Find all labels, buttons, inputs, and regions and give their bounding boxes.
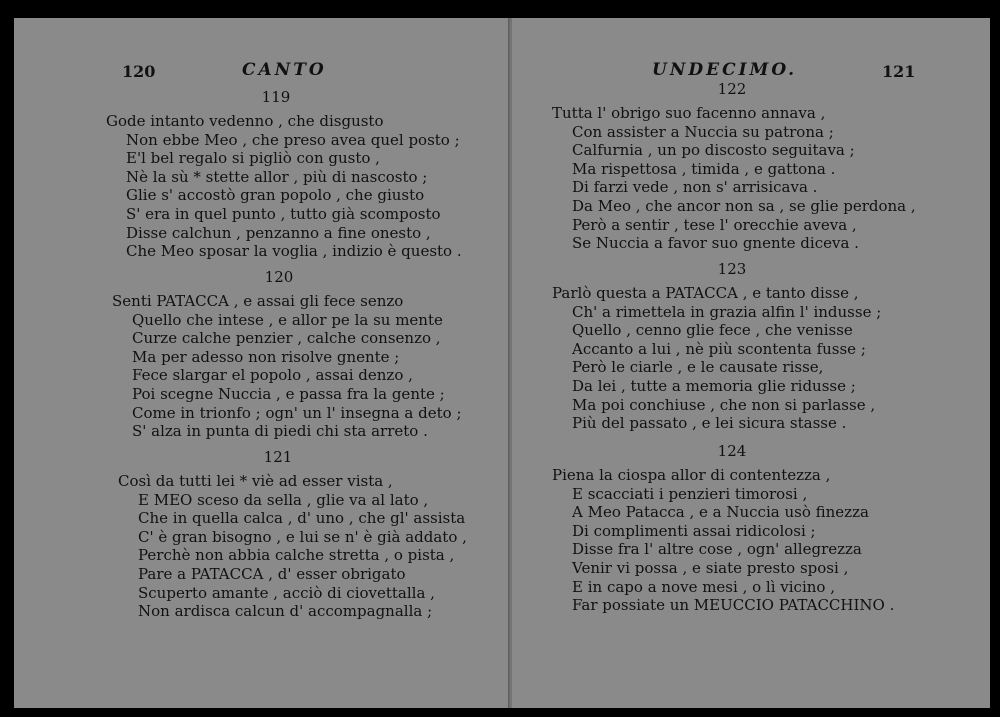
verse-line: Quello che intese , e allor pe la su mente	[132, 310, 443, 329]
verse-line: Quello , cenno glie fece , che venisse	[572, 321, 853, 340]
verse-line: Se Nuccia a favor suo gnente diceva .	[572, 234, 859, 253]
verse-line: Scuperto amante , acciò di ciovettalla ,	[138, 583, 435, 602]
verse-line: Di farzi vede , non s' arrisicava .	[572, 178, 818, 197]
verse-line: Che in quella calca , d' uno , che gl' assista	[138, 509, 466, 528]
verse-line: Venir vi possa , e siate presto sposi ,	[572, 558, 849, 577]
verse-line: Gode intanto vedenno , che disgusto	[106, 112, 384, 130]
verse-line: Ma poi conchiuse , che non si parlasse ,	[572, 395, 876, 414]
left-page	[14, 18, 510, 708]
verse-line: Disse fra l' altre cose , ogn' allegrezza	[572, 540, 862, 559]
verse-line: Così da tutti lei * viè ad esser vista ,	[118, 472, 393, 490]
verse-line: S' alza in punta di piedi chi sta arreto .	[132, 422, 428, 441]
left-page-number: 120	[122, 62, 156, 81]
verse-line: Non ardisca calcun d' accompagnalla ;	[138, 602, 433, 621]
stanza-number: 119	[261, 88, 291, 106]
verse-line: Tutta l' obrigo suo facenno annava ,	[552, 104, 826, 122]
left-running-head: CANTO	[242, 60, 327, 80]
right-page-number: 121	[882, 62, 916, 81]
verse-line: Pare a PATACCA , d' esser obrigato	[138, 564, 406, 583]
stanza-number: 124	[717, 442, 747, 460]
right-running-head: UNDECIMO.	[652, 60, 798, 80]
verse-line: Come in trionfo ; ogn' un l' insegna a deto ;	[132, 403, 462, 422]
verse-line: E'l bel regalo si pigliò con gusto ,	[126, 149, 380, 168]
verse-line: Senti PATACCA , e assai gli fece senzo	[112, 292, 404, 310]
verse-line: C' è gran bisogno , e lui se n' è già addato ,	[138, 527, 467, 546]
verse-line: E scacciati i penzieri timorosi ,	[572, 484, 808, 503]
verse-line: Far possiate un MEUCCIO PATACCHINO .	[572, 596, 895, 615]
stanza-number: 121	[263, 448, 293, 466]
verse-line: Perchè non abbia calche stretta , o pista ,	[138, 546, 455, 565]
stanza-124	[552, 442, 982, 615]
verse-line: Piena la ciospa allor di contentezza ,	[552, 466, 831, 484]
verse-line: Calfurnia , un po discosto seguitava ;	[572, 141, 855, 160]
verse-line: Più del passato , e lei sicura stasse .	[572, 414, 847, 433]
verse-line: Fece slargar el popolo , assai denzo ,	[132, 366, 413, 385]
stanza-number: 123	[717, 260, 747, 278]
stanza-122	[552, 80, 982, 253]
verse-line: Disse calchun , penzanno a fine onesto ,	[126, 223, 431, 242]
verse-line: Da lei , tutte a memoria glie ridusse ;	[572, 376, 856, 395]
verse-line: E in capo a nove mesi , o lì vicino ,	[572, 577, 835, 596]
verse-line: Di complimenti assai ridicolosi ;	[572, 521, 816, 540]
verse-line: Che Meo sposar la voglia , indizio è questo .	[126, 242, 462, 261]
stanza-119	[106, 88, 506, 261]
verse-line: Glie s' accostò gran popolo , che giusto	[126, 186, 425, 205]
stanza-number: 120	[264, 268, 294, 286]
verse-line: Però le ciarle , e le causate risse,	[572, 358, 824, 377]
verse-line: Ma per adesso non risolve gnente ;	[132, 347, 400, 366]
right-page	[512, 18, 990, 708]
verse-line: Ma rispettosa , timida , e gattona .	[572, 159, 836, 178]
verse-line: Ch' a rimettela in grazia alfin l' indusse ;	[572, 302, 882, 321]
stanza-121	[118, 448, 506, 621]
verse-line: Curze calche penzier , calche consenzo ,	[132, 329, 441, 348]
verse-line: Non ebbe Meo , che preso avea quel posto ;	[126, 130, 460, 149]
stanza-123	[552, 260, 982, 433]
verse-line: Però a sentir , tese l' orecchie aveva ,	[572, 215, 857, 234]
verse-line: Nè la sù * stette allor , più di nascosto ;	[126, 167, 428, 186]
verse-line: Accanto a lui , nè più scontenta fusse ;	[572, 339, 866, 358]
stanza-120	[112, 268, 506, 441]
verse-line: Da Meo , che ancor non sa , se glie perdona ,	[572, 196, 916, 215]
stanza-number: 122	[717, 80, 747, 98]
verse-line: Parlò questa a PATACCA , e tanto disse ,	[552, 284, 859, 302]
verse-line: E MEO sceso da sella , glie va al lato ,	[138, 490, 429, 509]
verse-line: Poi scegne Nuccia , e passa fra la gente ;	[132, 384, 445, 403]
verse-line: S' era in quel punto , tutto già scomposto	[126, 204, 441, 223]
verse-line: Con assister a Nuccia su patrona ;	[572, 122, 834, 141]
verse-line: A Meo Patacca , e a Nuccia usò finezza	[572, 503, 869, 522]
